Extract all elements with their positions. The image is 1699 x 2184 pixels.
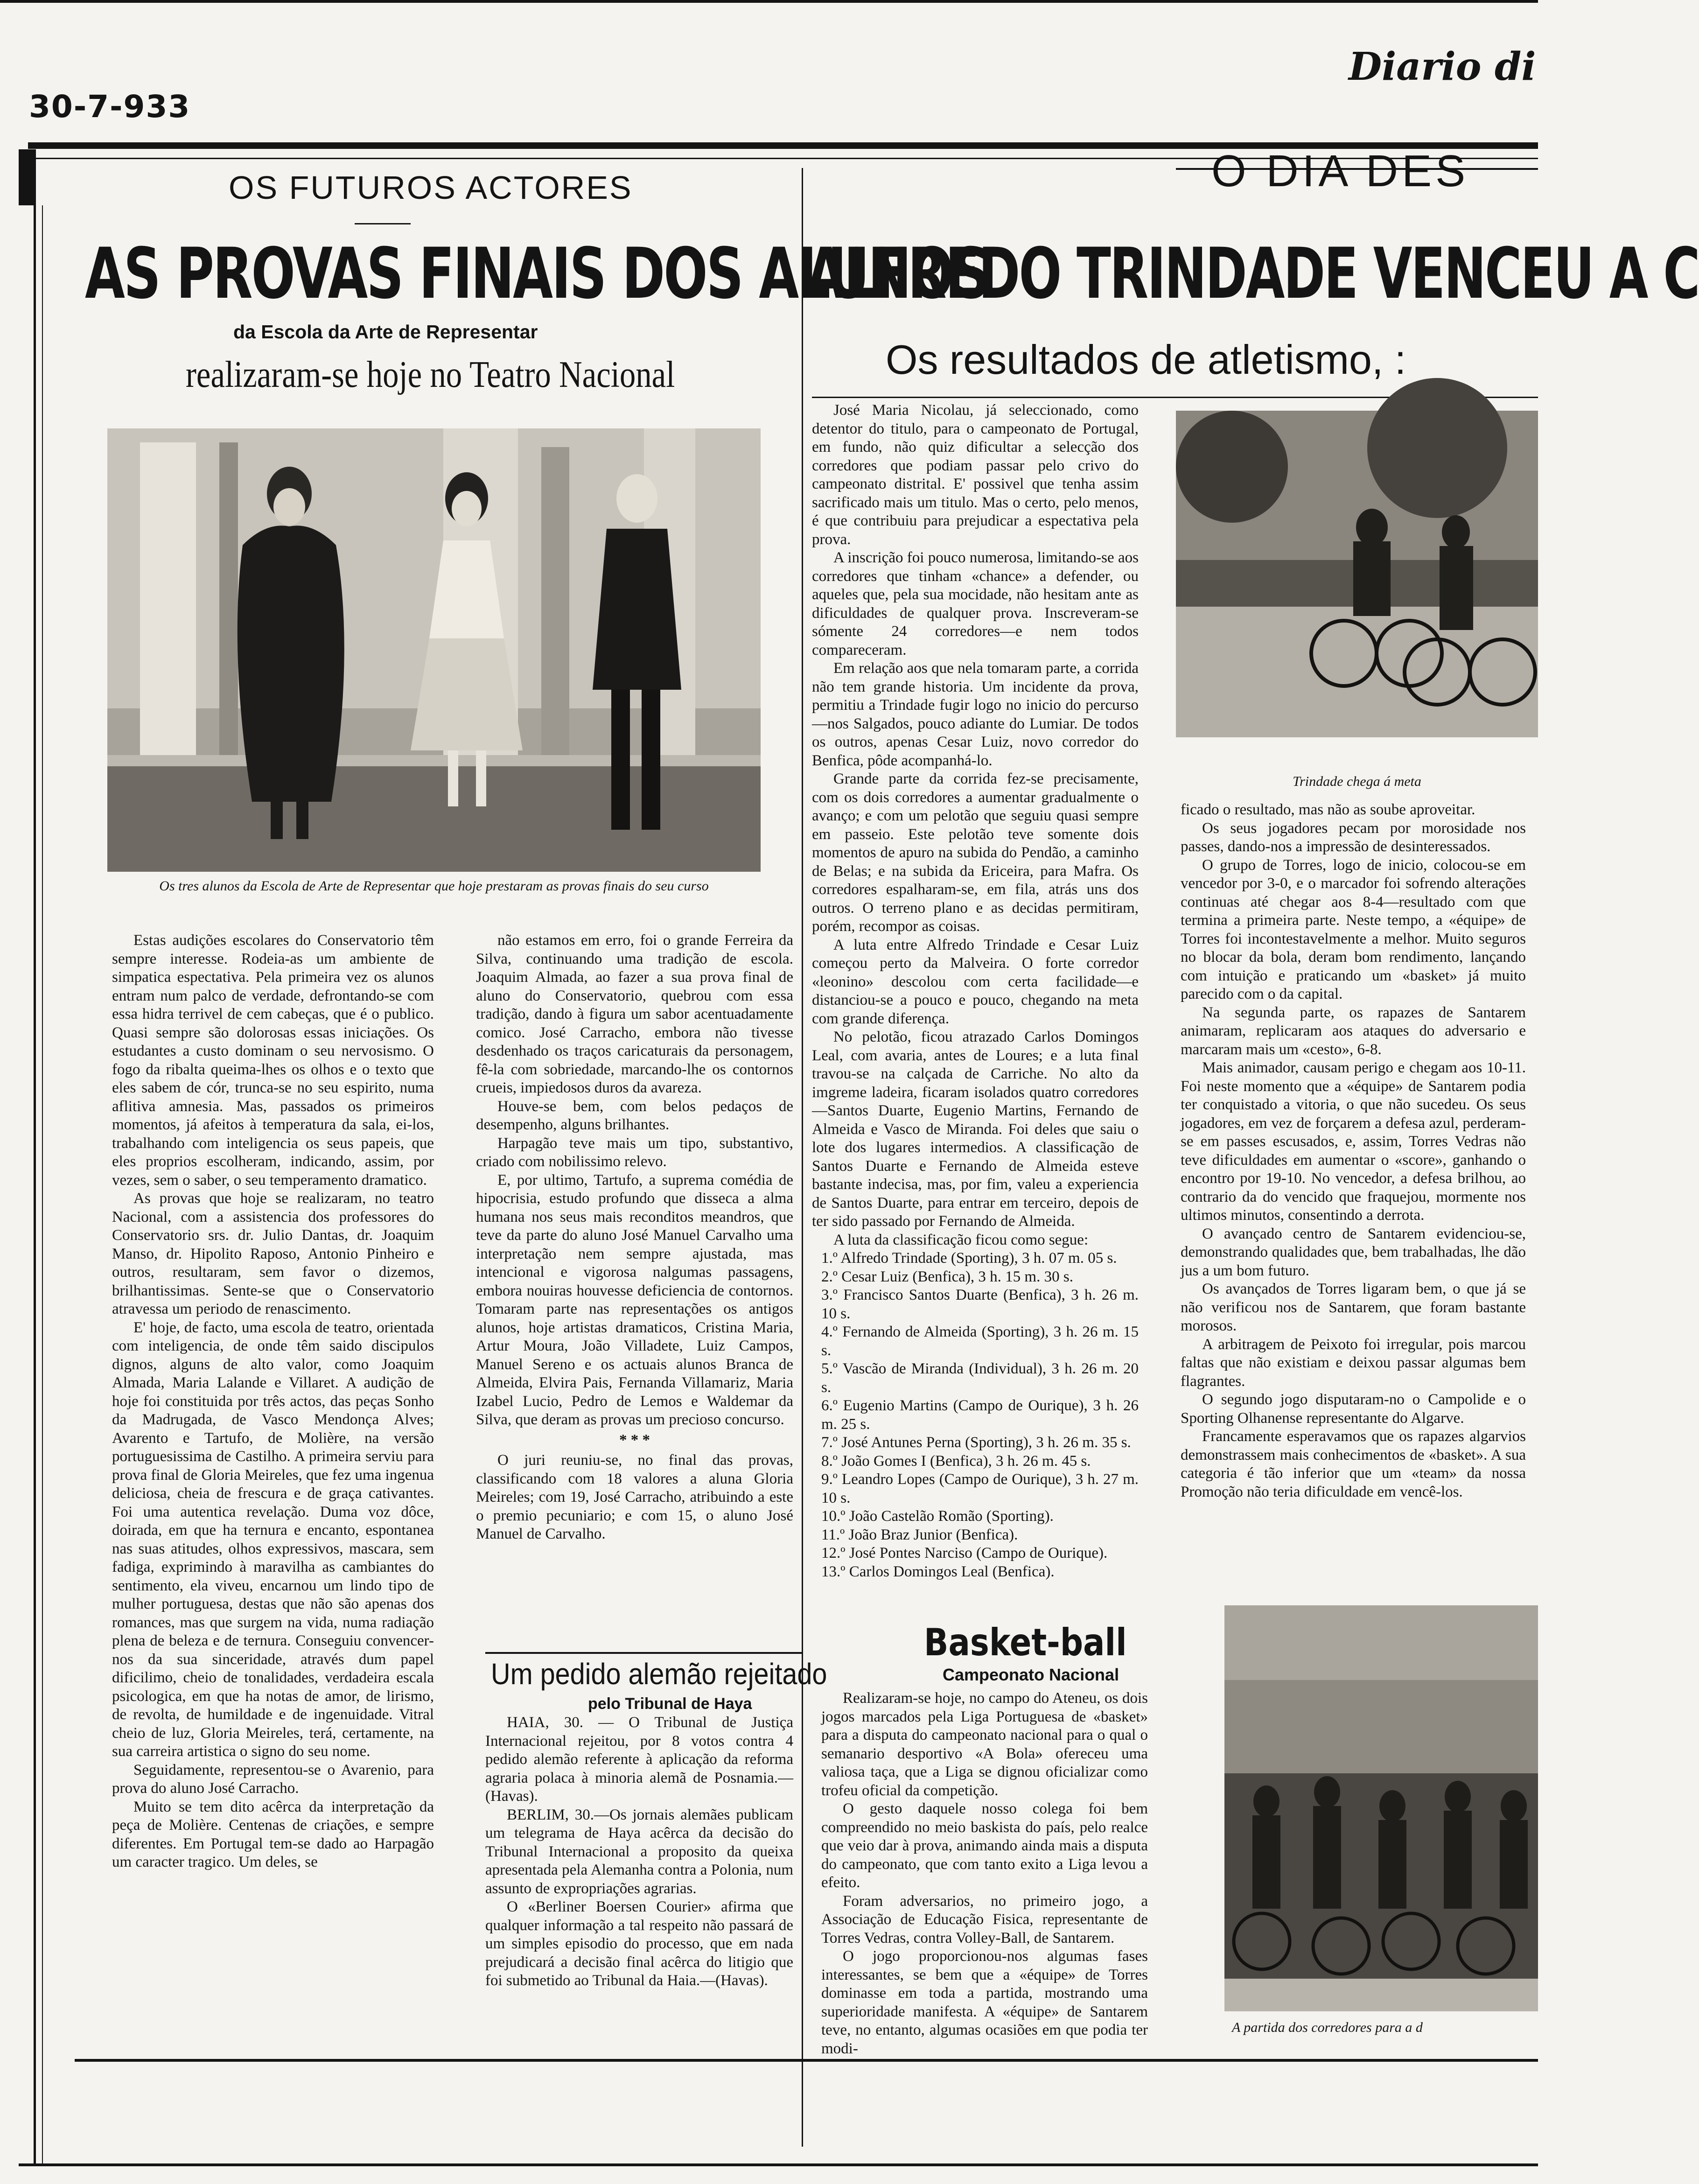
result-row: 3.º Francisco Santos Duarte (Benfica), 3 h. 26 m. 10 s. [821,1287,1139,1322]
results-list [821,1249,1139,1581]
result-row: 12.º José Pontes Narciso (Campo de Ourique). [821,1545,1108,1561]
result-row: 5.º Vascão de Miranda (Individual), 3 h. 26 m. 20 s. [821,1360,1139,1396]
paragraph: A luta da classificação ficou como segue: [833,1231,1089,1248]
kicker: OS FUTUROS ACTORES [229,169,633,206]
right-subhead: Os resultados de atletismo, : [886,336,1406,383]
left-photo-caption: Os tres alunos da Escola de Arte de Representar que hoje prestaram as provas finais do seu curso [159,878,709,894]
paragraph: O gesto daquele nosso colega foi bem compreendido no meio baskista do país, pelo realce que veio dar à prova, animando ainda mais a disputa do campeonato, que com tanto exito a Liga levou a efeito. [821,1800,1148,1891]
masthead-title: Diario di [1349,44,1536,89]
paragraph: E, por ultimo, Tartufo, a suprema comédia de hipocrisia, estudo profundo que disseca a alma humana nos seus mais reconditos meandros, que teve da parte do aluno José Manuel Carvalho uma interpretação nem sempre ajustada, mas intencional e vigorosa nalgumas passagens, embora nouiras houvesse deficiencia de contornos. Tomaram parte nas representações os antigos alunos, hoje artistas dramaticos, Cristina Maria, Artur Moura, João Villadete, Luiz Campos, Manuel Sereno e os actuais alunos Branca de Almeida, Elvira Pais, Fernanda Villamariz, Maria Izabel Lucio, Pedro de Lemos e Waldemar da Silva, que deram as provas um precioso concurso. [476,1171,793,1428]
result-row: 9.º Leandro Lopes (Campo de Ourique), 3 h. 27 m. 10 s. [821,1471,1139,1506]
paragraph: A luta entre Alfredo Trindade e Cesar Luiz começou perto da Malveira. O forte corredor «leonino» descolou com certa facilidade—e distanciou-se a pouco e pouco, chegando na meta com grande diferença. [812,936,1139,1027]
paragraph: Os seus jogadores pecam por morosidade nos passes, dando-nos a impressão de desinteressados. [1181,819,1526,855]
right-headline: ALFREDO TRINDADE VENCEU A C [806,233,1699,315]
basket-body [821,1689,1148,2058]
result-row: 13.º Carlos Domingos Leal (Benfica). [821,1563,1055,1580]
german-body [485,1714,793,1990]
result-row: 4.º Fernando de Almeida (Sporting), 3 h. 26 m. 15 s. [821,1323,1139,1359]
paragraph: A inscrição foi pouco numerosa, limitando-se aos corredores que tinham «chance» a defender, ou aqueles que, pela sua mocidade, não hesitam ante as dificuldades de qualquer prova. Inscreveram-se sómente 24 corredores—e nem todos compareceram. [812,549,1139,658]
paragraph: Houve-se bem, com belos pedaços de desempenho, alguns brilhantes. [476,1098,793,1133]
result-row: 6.º Eugenio Martins (Campo de Ourique), 3 h. 26 m. 25 s. [821,1397,1139,1433]
paragraph: HAIA, 30. — O Tribunal de Justiça Internacional rejeitou, por 8 votos contra 4 pedido alemão referente à aplicação da reforma agraria polaca à minoria alemã de Posnamia.—(Havas). [485,1714,793,1805]
bottom-rule-thin [19,2163,1538,2166]
paragraph: Em relação aos que nela tomaram parte, a corrida não tem grande historia. Um incidente da prova, permitiu a Trindade fugir logo no inicio do percurso—nos Salgados, pouco adiante do Lumiar. De todos os outros, apenas Cesar Luiz, novo corredor do Benfica, pôde acompanhá-lo. [812,660,1139,769]
paragraph: O grupo de Torres, logo de inicio, colocou-se em vencedor por 3-0, e o marcador foi sofrendo alterações continuas até chegar aos 8-4—resultado com que termina a primeira parte. Neste tempo, a «équipe» de Torres foi incontestavelmente a melhor. Muito seguros no blocar da bola, deram bom rendimento, lançando com intuição e praticando um «basket» já muito parecido com o da capital. [1181,856,1526,1002]
left-border-rule [34,149,36,2165]
paragraph: O segundo jogo disputaram-no o Campolide e o Sporting Olhanense representante do Algarve. [1181,1391,1526,1427]
paragraph: O avançado centro de Santarem evidenciou-se, demonstrando qualidades que, bem trabalhadas, lhe dão jus a um bom futuro. [1181,1225,1526,1279]
paragraph: Muito se tem dito acêrca da interpretação da peça de Molière. Centenas de criações, e sempre diferentes. Em Portugal tem-se dado ao Harpagão um caracter tragico. Um deles, se [112,1798,434,1870]
trindade-photo-caption: Trindade chega á meta [1293,774,1421,789]
page-date: 30-7-933 [29,89,191,125]
paragraph: Foram adversarios, no primeiro jogo, a Associação de Educação Fisica, representante de Torres Vedras, contra Volley-Ball, de Santarem. [821,1892,1148,1946]
basket-headline: Basket-ball [924,1621,1127,1664]
german-subhead: pelo Tribunal de Haya [588,1695,752,1713]
paragraph: Harpagão teve mais um tipo, substantivo, criado com nobilissimo relevo. [476,1134,793,1170]
paragraph: O jogo proporcionou-nos algumas fases interessantes, se bem que a «équipe» de Torres dominasse em toda a partida, mostrando uma superioridade manifesta. A «équipe» de Santarem teve, no entanto, algumas ocasiões em que podia ter modi- [821,1948,1148,2057]
left-border-bar [19,149,35,205]
basket-subhead: Campeonato Nacional [943,1665,1119,1684]
trindade-photo [1176,411,1538,737]
left-border-rule-inner [42,205,43,2165]
paragraph: A arbitragem de Peixoto foi irregular, pois marcou faltas que não existiam e deixou passar algumas bem flagrantes. [1181,1336,1526,1390]
german-rule [485,1652,803,1654]
paragraph: Seguidamente, representou-se o Avarenio, para prova do aluno José Carracho. [112,1761,434,1797]
paragraph: não estamos em erro, foi o grande Ferreira da Silva, continuando uma tradição de escola. Joaquim Almada, ao fazer a sua prova final de aluno do Conservatorio, quebrou com essa tradição, dando à figura um sabor acentuadamente comico. José Carracho, embora não tivesse desdenhado os traços caricaturais da personagem, fê-la com sobriedade, marcando-lhe os contornos crueis, impiedosos duros da avareza. [476,932,793,1096]
paragraph: Realizaram-se hoje, no campo do Ateneu, os dois jogos marcados pela Liga Portuguesa de «basket» para a disputa do campeonato nacional para o qual o semanario desportivo «A Bola» ofereceu uma valiosa taça, que a Liga se dignou oficializar como trofeu oficial da competição. [821,1690,1148,1799]
left-photo [107,428,761,872]
paragraph: José Maria Nicolau, já seleccionado, como detentor do titulo, para o campeonato de Portugal, em fundo, não quiz dificultar a selecção dos corredores que podiam passar pelo crivo do campeonato distrital. E' possivel que tenha assim sacrificado mais um titulo. Mas o certo, pelo menos, é que contribuiu para prejudicar a espectativa pela prova. [812,402,1139,548]
right-column-2 [1181,801,1526,1501]
paragraph: Os avançados de Torres ligaram bem, o que já se não verificou nos de Santarem, que foram bastante morosos. [1181,1281,1526,1334]
top-rule [0,0,1538,3]
result-row: 7.º José Antunes Perna (Sporting), 3 h. 26 m. 35 s. [821,1434,1131,1451]
paragraph: E' hoje, de facto, uma escola de teatro, orientada com inteligencia, de onde têm saido discipulos dignos, alguns de alto valor, como Joaquim Almada, Maria Lalande e Villaret. A audição de hoje foi constituida por três actos, das peças Sonho da Madrugada, de Vasco Mendonça Alves; Avarento e Tartufo, de Molière, na versão portuguesissima de Castilho. A primeira serviu para prova final de Gloria Meireles, que fez uma ingenua deliciosa, cheia de frescura e de graça cativantes. Foi uma autentica revelação. Duma voz dôce, doirada, em que ha ternura e encanto, espontanea nas suas atitudes, olhos expressivos, mascara, sem fadiga, exprimindo à maravilha as cambiantes do sentimento, ela viveu, encarnou um lindo tipo de mulher portuguesa, destas que não são apenas dos romances, mas que surgem na vida, numa radiação plena de beleza e de ternura. Conseguiu convencer-nos da sua sinceridade, através dum papel dificilimo, cheio de tonalidades, verdadeira escala psicologica, em que ha notas de amor, de lirismo, de revolta, de humildade e de ingenuidade. Vitral cheio de luz, Gloria Meireles, terá, certamente, na sua carreira artistica o signo do seu nome. [112,1319,434,1760]
paragraph: No pelotão, ficou atrazado Carlos Domingos Leal, com avaria, antes de Loures; e a luta final travou-se na calçada de Carriche. No alto da imgreme ladeira, ficaram isolados quatro corredores—Santos Duarte, Eugenio Martins, Fernando de Almeida e Vasco de Miranda. Foi deles que saiu o lote dos lugares intermedios. A classificação de Santos Duarte e Fernando de Almeida esteve bastante indecisa, mas, por fim, valeu a experiencia de Santos Duarte, para entrar em terceiro, depois de ter sido passado por Fernando de Almeida. [812,1029,1139,1230]
result-row: 11.º João Braz Junior (Benfica). [821,1526,1018,1543]
race-start-photo [1224,1605,1538,2011]
result-row: 1.º Alfredo Trindade (Sporting), 3 h. 07 m. 05 s. [821,1250,1117,1267]
left-deck: realizaram-se hoje no Teatro Nacional [186,354,675,395]
race-start-caption: A partida dos corredores para a d [1232,2020,1423,2035]
result-row: 2.º Cesar Luiz (Benfica), 3 h. 15 m. 30 s. [821,1268,1073,1285]
paragraph: Francamente esperavamos que os rapazes algarvios demonstrassem mais conhecimentos de «basket». A sua categoria é tão inferior que um «team» da nossa Promoção não teria dificuldade em vencê-los. [1181,1428,1526,1500]
result-row: 10.º João Castelão Romão (Sporting). [821,1508,1054,1525]
paragraph: Estas audições escolares do Conservatorio têm sempre interesse. Rodeia-as um ambiente de simpatica espectativa. Pela primeira vez os alunos entram num palco de verdade, defrontando-se com essa hidra terrivel de cem cabeças, que é o publico. Quasi sempre são dolorosas essas iniciações. Os estudantes a custo dominam o seu nervosismo. O fogo da ribalta queima-lhes os olhos e o texto que eles sabem de cór, trunca-se no seu espirito, numa aflitiva amnesia. Mas, passados os primeiros momentos, já afeitos à temperatura da sala, ei-los, trabalhando com inteligencia os seus papeis, que eles proprios escolheram, indicando, assim, por vezes, sem o saber, o seu temperamento dramatico. [112,932,434,1189]
bottom-rule [75,2059,1538,2062]
right-column-1 [812,401,1139,1581]
banner-title: O DIA DES [1211,146,1469,196]
paragraph: Grande parte da corrida fez-se precisamente, com os dois corredores a aumentar gradualmente o avanço; e com um pelotão que seguiu quasi sempre em passeio. Este pelotão teve somente dois momentos de apuro na subida do Pendão, a caminho de Belas; e na subida da Ericeira, para Mafra. Os corredores espalharam-se, em fila, atrás uns dos outros. O terreno plano e as decidas permitiram, porém, recompor as coisas. [812,770,1139,935]
german-headline: Um pedido alemão rejeitado [491,1657,827,1691]
center-gutter-rule [802,168,803,2147]
left-column-2 [476,931,793,1544]
paragraph: BERLIM, 30.—Os jornais alemães publicam um telegrama de Haya acêrca da decisão do Tribunal Internacional a proposito da queixa apresentada pela Alemanha contra a Polonia, num assunto de expropriações agrarias. [485,1806,793,1897]
left-column-1 [112,931,434,1872]
paragraph: As provas que hoje se realizaram, no teatro Nacional, com a assistencia dos professores do Conservatorio srs. dr. Julio Dantas, dr. Joaquim Manso, dr. Hipolito Raposo, Antonio Pinheiro e outros, resultaram, sem favor o dizemos, brilhantissimas. Sente-se que o Conservatorio atravessa um periodo de renascimento. [112,1190,434,1317]
left-subhead: da Escola da Arte de Representar [233,321,538,343]
result-row: 8.º João Gomes I (Benfica), 3 h. 26 m. 45 s. [821,1452,1091,1470]
section-stars: * * * [619,1431,650,1449]
paragraph: O «Berliner Boersen Courier» afirma que qualquer informação a tal respeito não passará de um simples episodio do processo, que em nada prejudicará a decisão final acêrca do litigio que foi submetido ao Tribunal da Haia.—(Havas). [485,1898,793,1989]
paragraph: ficado o resultado, mas não as soube aproveitar. [1181,801,1475,818]
left-headline: AS PROVAS FINAIS DOS ALUNOS [85,233,989,315]
paragraph: Mais animador, causam perigo e chegam aos 10-11. Foi neste momento que a «équipe» de Santarem podia ter conquistado a vitoria, o que não sucedeu. Os seus jogadores, em vez de forçarem a defesa azul, perderam-se em passes escusados, e, assim, Torres Vedras não teve dificuldades em aumentar o «score», ganhando o encontro por 19-10. No vencedor, a defesa brilhou, ao contrario da do vencido que fraquejou, mormente nos ultimos minutos, consentindo a derrota. [1181,1059,1526,1224]
paragraph: O juri reuniu-se, no final das provas, classificando com 18 valores a aluna Gloria Meireles; com 19, José Carracho, atribuindo a este o premio pecuniario; e com 15, o aluno José Manuel de Carvalho. [476,1452,793,1542]
paragraph: Na segunda parte, os rapazes de Santarem animaram, replicaram aos ataques do adversario e marcaram mais um «cesto», 6-8. [1181,1004,1526,1058]
kicker-rule [355,223,411,224]
